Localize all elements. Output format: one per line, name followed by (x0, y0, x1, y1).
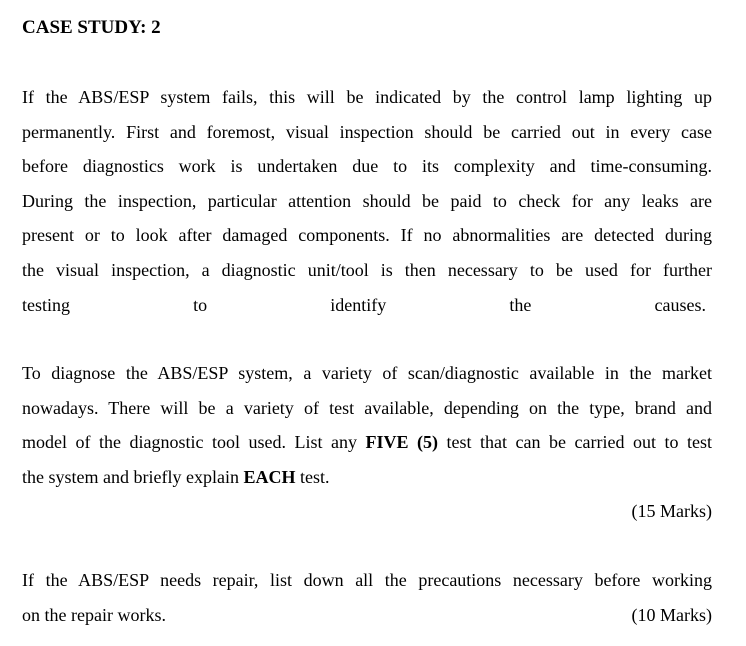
question-a-emphasis: EACH (243, 466, 296, 487)
intro-line: present or to look after damaged components. If no abnormalities are detected during (22, 225, 712, 246)
intro-line: permanently. First and foremost, visual inspection should be carried out in every case (22, 121, 712, 142)
question-b-line: If the ABS/ESP needs repair, list down all the precautions necessary before working (22, 570, 712, 590)
question-a-text: model of the diagnostic tool used. List any (22, 432, 366, 453)
intro-line: the visual inspection, a diagnostic unit/tool is then necessary to be used for further (22, 259, 712, 280)
intro-line: If the ABS/ESP system fails, this will be indicated by the control lamp lighting up (22, 87, 712, 107)
question-a-emphasis: FIVE (5) (365, 432, 439, 453)
question-b (22, 563, 712, 632)
question-a-line: nowadays. There will be a variety of test available, depending on the type, brand and (22, 397, 712, 418)
question-a (22, 356, 712, 494)
intro-word: to (193, 294, 208, 315)
intro-paragraph (22, 80, 712, 322)
question-b-marks: (10 Marks) (631, 605, 712, 625)
question-a-text: the system and briefly explain (22, 466, 244, 487)
intro-word: the (509, 294, 532, 315)
intro-line: During the inspection, particular attention should be paid to check for any leaks are (22, 190, 712, 211)
intro-word: identify (330, 294, 387, 315)
question-a-line: To diagnose the ABS/ESP system, a variety of scan/diagnostic available in the market (22, 363, 712, 383)
intro-line: before diagnostics work is undertaken due to its complexity and time-consuming. (22, 156, 712, 177)
question-a-line (22, 425, 712, 460)
question-b-line: on the repair works. (22, 604, 166, 625)
question-a-marks: (15 Marks) (631, 501, 712, 521)
question-a-line (22, 460, 712, 495)
intro-word: testing (22, 294, 70, 315)
question-a-text: test that can be carried out to test (438, 432, 713, 453)
case-study-title: CASE STUDY: 2 (22, 17, 161, 38)
question-a-text: test. (295, 466, 330, 487)
intro-last-line (22, 288, 712, 323)
intro-word: causes. (654, 294, 706, 315)
